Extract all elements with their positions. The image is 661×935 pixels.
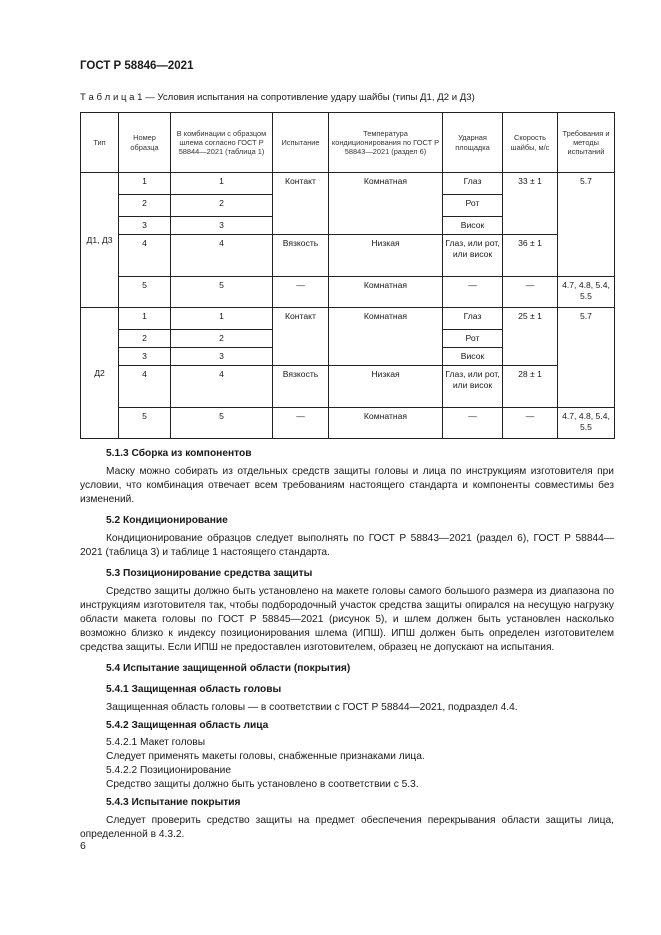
table-row — [81, 308, 615, 330]
section-5-4-2-1-text: Следует применять макеты головы, снабженные признаками лица. — [106, 751, 425, 763]
combo-cell: 3 — [171, 348, 273, 366]
temp-cell: Комнатная — [329, 277, 443, 308]
header-type: Тип — [81, 113, 119, 173]
test-cell: Контакт — [273, 173, 329, 235]
header-test: Испытание — [273, 113, 329, 173]
combo-cell: 5 — [171, 277, 273, 308]
combo-cell: 2 — [171, 195, 273, 217]
combo-cell: 1 — [171, 308, 273, 330]
test-cell: — — [273, 408, 329, 439]
section-5-2-text: Кондиционирование образцов следует выполнять по ГОСТ Р 58843—2021 (раздел 6), ГОСТ Р 58844—2021 (таблица 3) и таблице 1 настоящего стандарта. — [80, 532, 614, 558]
page-number: 6 — [80, 840, 86, 852]
temp-cell: Низкая — [329, 235, 443, 277]
header-sample: Номер образца — [119, 113, 171, 173]
speed-cell: — — [503, 408, 558, 439]
document-header: ГОСТ Р 58846—2021 — [80, 60, 194, 72]
type-cell: Д1, Д3 — [81, 173, 119, 308]
sample-cell: 1 — [119, 308, 171, 330]
header-area: Ударная площадка — [443, 113, 503, 173]
table-row — [81, 173, 615, 195]
test-cell: — — [273, 277, 329, 308]
combo-cell: 5 — [171, 408, 273, 439]
header-combo: В комбинации с образцом шлема согласно ГОСТ Р 58844—2021 (таблица 1) — [171, 113, 273, 173]
test-conditions-table — [80, 112, 615, 439]
area-cell: Глаз, или рот, или висок — [443, 235, 503, 277]
req-cell: 5.7 — [558, 173, 615, 277]
sample-cell: 5 — [119, 408, 171, 439]
test-cell: Вязкость — [273, 366, 329, 408]
combo-cell: 4 — [171, 366, 273, 408]
header-temp: Температура кондиционирования по ГОСТ Р 58843—2021 (раздел 6) — [329, 113, 443, 173]
area-cell: Рот — [443, 195, 503, 217]
req-cell: 4.7, 4.8, 5.4, 5.5 — [558, 277, 615, 308]
speed-cell: 25 ± 1 — [503, 308, 558, 366]
section-5-4-2-2-text: Средство защиты должно быть установлено в соответствии с 5.3. — [106, 779, 419, 791]
temp-cell: Комнатная — [329, 408, 443, 439]
section-5-4-title: 5.4 Испытание защищенной области (покрытия) — [106, 662, 351, 674]
req-cell: 4.7, 4.8, 5.4, 5.5 — [558, 408, 615, 439]
type-cell: Д2 — [81, 308, 119, 439]
section-5-4-2-2-title: 5.4.2.2 Позиционирование — [106, 765, 232, 777]
speed-cell: 28 ± 1 — [503, 366, 558, 408]
section-5-4-2-1-title: 5.4.2.1 Макет головы — [106, 737, 206, 749]
combo-cell: 3 — [171, 217, 273, 235]
table-header-row — [81, 113, 615, 173]
table-row — [81, 235, 615, 277]
req-cell: 5.7 — [558, 308, 615, 408]
sample-cell: 4 — [119, 366, 171, 408]
combo-cell: 1 — [171, 173, 273, 195]
table-row — [81, 277, 615, 308]
section-5-1-3-title: 5.1.3 Сборка из компонентов — [106, 448, 252, 459]
sample-cell: 5 — [119, 277, 171, 308]
table-caption: Т а б л и ц а 1 — Условия испытания на сопротивление удару шайбы (типы Д1, Д2 и Д3) — [80, 92, 475, 103]
section-5-4-3-text: Следует проверить средство защиты на предмет обеспечения перекрывания области защиты лица, определенной в 4.3.2. — [80, 815, 614, 841]
sample-cell: 2 — [119, 330, 171, 348]
test-cell: Контакт — [273, 308, 329, 366]
sample-cell: 2 — [119, 195, 171, 217]
section-5-4-2-title: 5.4.2 Защищенная область лица — [106, 719, 269, 731]
temp-cell: Комнатная — [329, 173, 443, 235]
area-cell: Глаз — [443, 308, 503, 330]
header-speed: Скорость шайбы, м/с — [503, 113, 558, 173]
document-body — [80, 447, 614, 842]
area-cell: — — [443, 277, 503, 308]
table-row — [81, 408, 615, 439]
temp-cell: Комнатная — [329, 308, 443, 366]
section-5-3-text: Средство защиты должно быть установлено на макете головы самого большого размера из диапазона по инструкциям изготовителя так, чтобы подбородочный участок средства защиты опирался на несущую нагрузку области макета головы по ГОСТ Р 58845—2021 (рисунок 5), и шлем должен быть установлен насколько возможно близко к индексу позиционирования шлема (ИПШ). ИПШ должен быть определен изготовителем средства защиты. Если ИПШ не предоставлен изготовителем, образец не допускают на испытания. — [80, 585, 614, 653]
sample-cell: 4 — [119, 235, 171, 277]
speed-cell: — — [503, 277, 558, 308]
section-5-4-1-text: Защищенная область головы — в соответствии с ГОСТ Р 58844—2021, подраздел 4.4. — [106, 701, 518, 713]
area-cell: Висок — [443, 217, 503, 235]
section-5-4-3-title: 5.4.3 Испытание покрытия — [106, 797, 241, 809]
section-5-2-title: 5.2 Кондиционирование — [106, 514, 228, 526]
combo-cell: 2 — [171, 330, 273, 348]
section-5-4-1-title: 5.4.1 Защищенная область головы — [106, 683, 282, 695]
test-cell: Вязкость — [273, 235, 329, 277]
area-cell: Рот — [443, 330, 503, 348]
area-cell: — — [443, 408, 503, 439]
combo-cell: 4 — [171, 235, 273, 277]
table-row — [81, 366, 615, 408]
temp-cell: Низкая — [329, 366, 443, 408]
section-5-3-title: 5.3 Позиционирование средства защиты — [106, 567, 313, 579]
section-5-1-3-text: Маску можно собирать из отдельных средств защиты головы и лица по инструкциям изготовителя при условии, что комбинация отвечает всем требованиям настоящего стандарта и компоненты совместимы без изменений. — [80, 465, 614, 505]
area-cell: Висок — [443, 348, 503, 366]
sample-cell: 1 — [119, 173, 171, 195]
area-cell: Глаз — [443, 173, 503, 195]
area-cell: Глаз, или рот, или висок — [443, 366, 503, 408]
speed-cell: 33 ± 1 — [503, 173, 558, 235]
header-req: Требования и методы испытаний — [558, 113, 615, 173]
sample-cell: 3 — [119, 348, 171, 366]
speed-cell: 36 ± 1 — [503, 235, 558, 277]
sample-cell: 3 — [119, 217, 171, 235]
